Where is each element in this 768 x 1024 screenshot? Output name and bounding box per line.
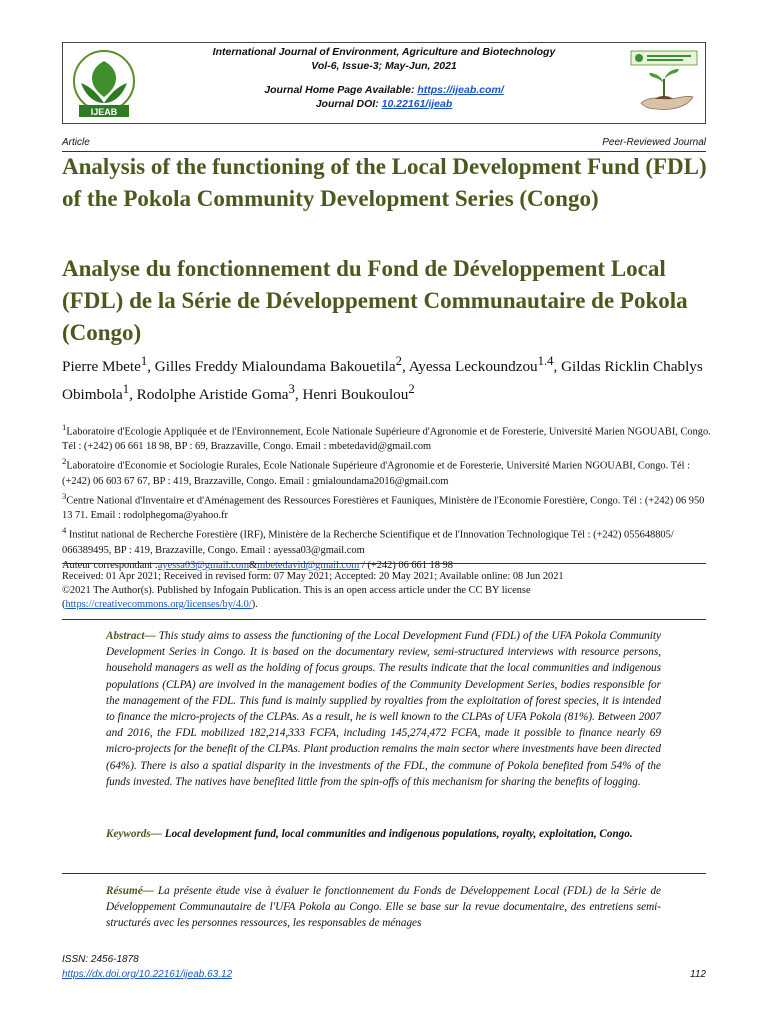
affiliations bbox=[62, 420, 712, 573]
license-statement: ©2021 The Author(s). Published by Infogain Publication. This is an open access article under the CC BY license bbox=[62, 585, 531, 596]
affiliation-1: $^1$Laboratoire d'Ecologie Appliquée et de l'Environnement, Ecole Nationale Supérieure d'Agronomie et de Foresterie, Université Marien NGOUABI, Congo. Tél : (+242) 06 661 18 98, BP : 69, Brazzaville, Congo. Email : mbetedavid@gmail.com bbox=[62, 422, 711, 453]
corresponding-author: Auteur correspondant :ayessa03@gmail.com&mbetedavid@gmail.com / (+242) 06 661 18 98 bbox=[62, 559, 453, 571]
resume: Résumé— La présente étude vise à évaluer le fonctionnement du Fonds de Développement Local (FDL) de la Série de Développement Communautaire de l'UFA Pokola au Congo. Elle se base sur la revue documentaire, des entretiens semi-structurés avec les personnes ressources, les responsables de ménages bbox=[106, 885, 662, 930]
abstract: Abstract— This study aims to assess the functioning of the Local Development Fund (FDL) of the UFA Pokola Community Development Series in Congo. It is based on the documentary review, semi-structured interviews with resource persons, household managers as well as the holding of focus groups. The results indicate that the local communities and indigenous populations (CLPA) are involved in the management bodies of the Community Development Series, bodies responsible for the management of the FDL. This fund is mainly supplied by royalties from the exploitation of forest species, it is intended to finance the micro-projects of the CLPAs. As a result, he is well known to the CLPAs of UFA Pokola (81%). Between 2007 and 2016, the FDL mobilized 182,214,333 FCFA, including 145,274,472 FCFA, made it possible to finance nearly 69 micro-projects for the benefit of the CLPAs. Plant production remains the main sector where investments have been directed (64%). There is also a spatial disparity in the investments of the FDL, the commune of Pokola benefited from 54% of the funds invested. The natives have benefited little from the spin-offs of this mechanism for sharing the benefits of logging. bbox=[106, 630, 661, 788]
corr-email-2[interactable]: mbetedavid@gmail.com bbox=[257, 559, 360, 571]
header-text bbox=[153, 45, 615, 111]
abstract-divider-top bbox=[62, 619, 706, 620]
resume-label: Résumé bbox=[106, 885, 143, 897]
abstract-divider-bottom bbox=[62, 873, 706, 874]
page-footer bbox=[62, 952, 706, 982]
journal-header bbox=[62, 42, 706, 124]
author-list: Pierre Mbete$^1$, Gilles Freddy Mialoundama Bakouetila$^2$, Ayessa Leckoundzou$^{1.4}$, Gildas Ricklin Chablys Obimbola$^1$, Rodolphe Aristide Goma$^3$, Henri Boukoulou$^2$ bbox=[62, 354, 703, 404]
issn: ISSN: 2456-1878 bbox=[62, 954, 139, 965]
license-link[interactable]: https://creativecommons.org/licenses/by/4.0/ bbox=[65, 599, 252, 610]
publication-dates: Received: 01 Apr 2021; Received in revised form: 07 May 2021; Accepted: 20 May 2021; Available online: 08 Jun 2021 ©2021 The Author(s). Published by Infogain Publication. This is an open access article under the CC BY license (https://creativecommons.org/licenses/by/4.0/). bbox=[62, 570, 712, 612]
title-french: Analyse du fonctionnement du Fond de Développement Local (FDL) de la Série de Développement Communautaire de Pokola (Congo) bbox=[62, 256, 688, 345]
received-dates: Received: 01 Apr 2021; Received in revised form: 07 May 2021; Accepted: 20 May 2021; Available online: 08 Jun 2021 bbox=[62, 571, 564, 582]
journal-volume: Vol-6, Issue-3; May-Jun, 2021 bbox=[311, 60, 457, 72]
review-type: Peer-Reviewed Journal bbox=[602, 137, 706, 148]
resume-text: La présente étude vise à évaluer le fonctionnement du Fonds de Développement Local (FDL) de la Série de Développement Communautaire de l'UFA Pokola au Congo. Elle se base sur la revue documentaire, des entretiens semi-structurés avec les personnes ressources, les responsables de ménages bbox=[106, 885, 662, 930]
keywords: Keywords— Local development fund, local communities and indigenous populations, royalty, exploitation, Congo. bbox=[106, 828, 633, 840]
affiliation-2: $^2$Laboratoire d'Economie et Sociologie Rurales, Ecole Nationale Supérieure d'Agronomie et de Foresterie, Université Marien NGOUABI, Congo. Tél : (+242) 06 603 67 67, BP : 419, Brazzaville, Congo. Email : gmialoundama2016@gmail.com bbox=[62, 456, 690, 487]
plant-hands-icon bbox=[627, 49, 701, 119]
affiliation-3: $^3$Centre National d'Inventaire et d'Aménagement des Ressources Forestières et Fauniques, Ministère de l'Economie Forestière, Congo. Tél : (+242) 06 950 13 71. Email : rodolphegoma@yahoo.fr bbox=[62, 490, 705, 522]
homepage-link[interactable]: https://ijeab.com/ bbox=[417, 84, 504, 96]
affiliation-4: $^4$ Institut national de Recherche Forestière (IRF), Ministère de la Recherche Scientifique et de l'Innovation Technologique Tél : (+242) 055648805/ 066389495, BP : 419, Brazzaville, Congo. Email : ayessa03@gmail.com bbox=[62, 525, 674, 556]
journal-logo bbox=[67, 47, 141, 119]
abstract-label: Abstract bbox=[106, 630, 145, 642]
article-doi-link[interactable]: https://dx.doi.org/10.22161/ijeab.63.12 bbox=[62, 969, 233, 980]
dates-divider bbox=[62, 563, 706, 564]
journal-name: International Journal of Environment, Agriculture and Biotechnology bbox=[212, 46, 556, 58]
article-type: Article bbox=[62, 137, 90, 148]
keywords-text: Local development fund, local communities and indigenous populations, royalty, exploitation, Congo. bbox=[164, 828, 633, 840]
logo-text: IJEAB bbox=[90, 107, 118, 117]
title-english: Analysis of the functioning of the Local Development Fund (FDL) of the Pokola Community Development Series (Congo) bbox=[62, 154, 707, 211]
abstract-text: This study aims to assess the functioning of the Local Development Fund (FDL) of the UFA Pokola Community Development Series in Congo. It is based on the documentary review, semi-structured interviews with resource persons, household managers as well as the holding of focus groups. The results indicate that the local communities and indigenous populations (CLPA) are involved in the management bodies of the Community Development Series, bodies responsible for the management of the FDL. This fund is mainly supplied by royalties from the exploitation of forest species, it is intended to finance the micro-projects of the CLPAs. As a result, he is well known to the CLPAs of UFA Pokola (81%). Between 2007 and 2016, the FDL mobilized 182,214,333 FCFA, including 145,274,472 FCFA, made it possible to finance nearly 69 micro-projects for the benefit of the CLPAs. Plant production remains the main sector where investments have been directed (64%). There is also a spatial disparity in the investments of the FDL, the commune of Pokola benefited from 54% of the funds invested. The natives have benefited little from the spin-offs of this mechanism for sharing the benefits of logging. bbox=[106, 630, 661, 788]
corr-email-1[interactable]: ayessa03@gmail.com bbox=[157, 559, 250, 571]
keywords-label: Keywords bbox=[106, 828, 151, 840]
doi-link[interactable]: 10.22161/ijeab bbox=[381, 98, 453, 110]
journal-homepage: Journal Home Page Available: https://ijeab.com/ bbox=[264, 84, 504, 96]
article-meta bbox=[62, 137, 706, 148]
journal-doi: Journal DOI: 10.22161/ijeab bbox=[315, 98, 453, 110]
page-number: 112 bbox=[690, 969, 706, 980]
